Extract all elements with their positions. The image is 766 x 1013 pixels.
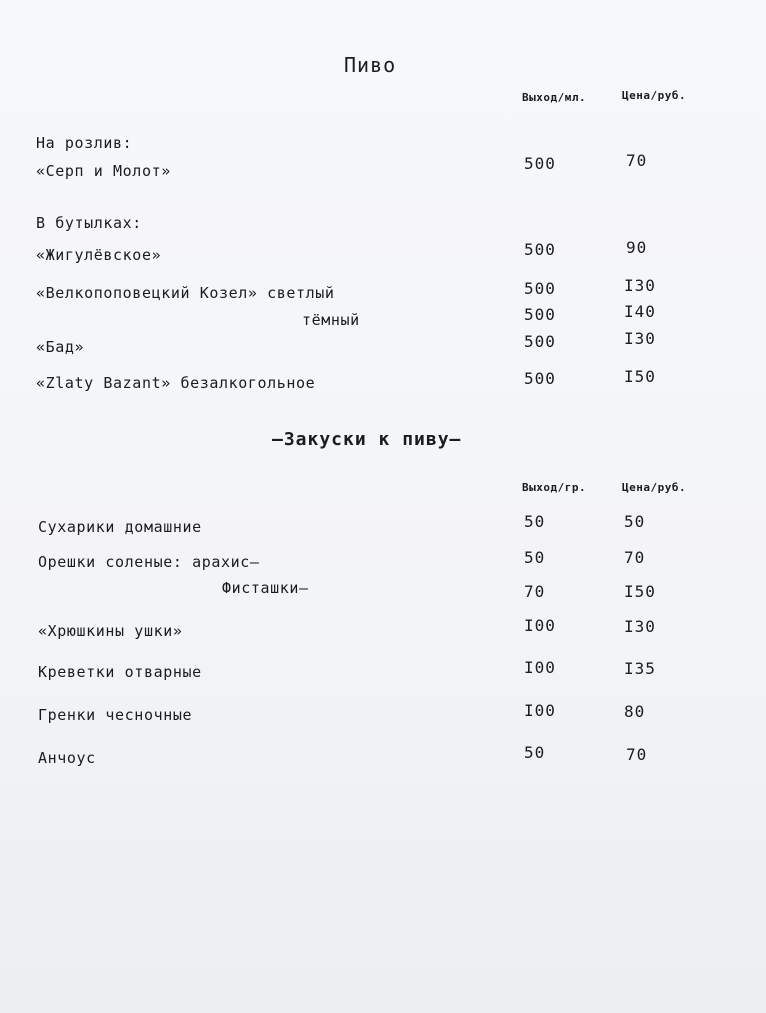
item-volume: 500 [524, 154, 556, 173]
item-volume: 50 [524, 512, 546, 531]
item-price: 70 [624, 548, 646, 567]
beer-price-header: Цена/руб. [622, 89, 687, 102]
item-volume: 500 [524, 240, 556, 259]
item-price: I30 [624, 329, 656, 348]
item-volume: 500 [524, 369, 556, 388]
item-name: Гренки чесночные [38, 706, 193, 724]
item-name: «Хрюшкины ушки» [38, 622, 183, 640]
draft-label: На розлив: [36, 134, 133, 152]
item-price: I40 [624, 302, 656, 321]
item-name: Сухарики домашние [38, 518, 202, 536]
item-price: I30 [624, 617, 656, 636]
snacks-price-header: Цена/руб. [622, 481, 687, 494]
item-volume: 500 [524, 305, 556, 324]
item-name: «Велкопоповецкий Козел» светлый [36, 284, 335, 302]
item-name: Анчоус [38, 749, 96, 767]
item-price: I50 [624, 582, 656, 601]
item-price: 90 [626, 238, 648, 257]
item-volume: 70 [524, 582, 546, 601]
snacks-volume-header: Выход/гр. [522, 481, 587, 494]
item-name: «Бад» [36, 338, 85, 356]
item-price: I50 [624, 367, 656, 386]
item-price: 50 [624, 512, 646, 531]
item-volume: I00 [524, 658, 556, 677]
item-volume: 50 [524, 548, 546, 567]
item-price: I35 [624, 659, 656, 678]
item-volume: I00 [524, 616, 556, 635]
item-name: Орешки соленые: арахис– [38, 553, 260, 571]
item-name: «Zlaty Bazant» безалкогольное [36, 374, 316, 392]
item-volume: 500 [524, 279, 556, 298]
item-price: 70 [626, 151, 648, 170]
item-name: Креветки отварные [38, 663, 202, 681]
item-name: «Серп и Молот» [36, 162, 171, 180]
bottled-label: В бутылках: [36, 214, 142, 232]
item-name: «Жигулёвское» [36, 246, 162, 264]
item-name: тёмный [302, 311, 360, 329]
item-volume: I00 [524, 701, 556, 720]
item-price: I30 [624, 276, 656, 295]
item-volume: 500 [524, 332, 556, 351]
snacks-title: –Закуски к пиву– [272, 429, 462, 450]
item-volume: 50 [524, 743, 546, 762]
item-name: Фисташки– [222, 579, 309, 597]
item-price: 70 [626, 745, 648, 764]
item-price: 80 [624, 702, 646, 721]
beer-volume-header: Выход/мл. [522, 91, 587, 104]
beer-title: Пиво [344, 53, 397, 77]
